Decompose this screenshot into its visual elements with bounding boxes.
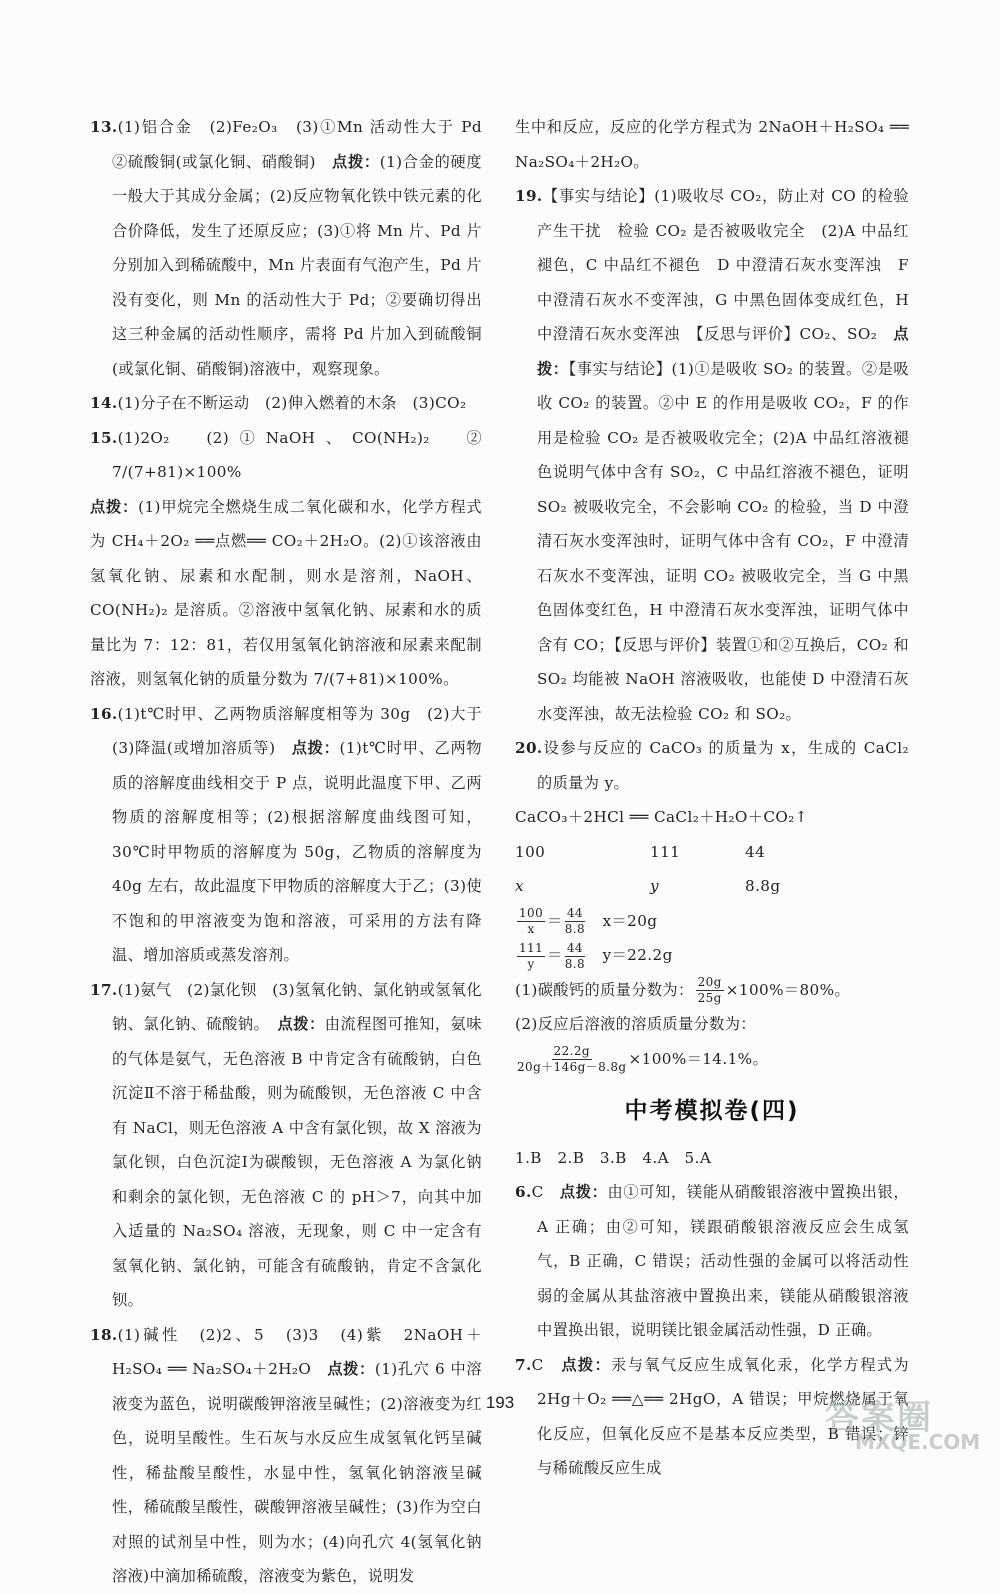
hint-label: 点拨：	[327, 1360, 375, 1378]
answer-item	[90, 973, 482, 1318]
answer-text: 1.B 2.B 3.B 4.A 5.A	[515, 1148, 712, 1167]
question-number: 7.	[515, 1355, 532, 1374]
left-column	[90, 110, 498, 1594]
co2-mass: 8.8g	[745, 877, 781, 895]
answer-item	[90, 421, 482, 490]
answer-item	[90, 697, 498, 973]
frac-den: 8.8	[564, 956, 585, 971]
answer-item	[515, 1175, 909, 1348]
calculation-block	[515, 800, 909, 1076]
answer-text: C	[531, 1355, 562, 1374]
frac-den: y	[527, 956, 535, 971]
question-number: 14.	[90, 394, 118, 412]
hint-label: 点拨：	[537, 325, 909, 378]
hint-label: 点拨：	[277, 1015, 325, 1033]
section-title: 中考模拟卷(四)	[624, 1098, 800, 1124]
var-x: x	[515, 877, 524, 895]
answer-item	[90, 110, 498, 386]
hint-text: (1)t℃时甲、乙两物质的溶解度曲线相交于 P 点，说明此温度下甲、乙两物质的溶解度相等；(2)根据溶解度曲线图可知，30℃时甲物质的溶解度为 50g，乙物质的溶解度为 40g 左右，故此温度下甲物质的溶解度大于乙；(3)使不饱和的甲溶液变为饱和溶液，可采用的方法有降温、增加溶质或蒸发溶剂。	[112, 739, 482, 964]
hint-label: 点拨：	[90, 497, 139, 516]
watermark-text: 答案圈	[825, 1398, 933, 1438]
answer-text: 设参与反应的 CaCO₃ 的质量为 x，生成的 CaCl₂ 的质量为 y。	[537, 739, 909, 792]
answer-item	[90, 490, 482, 697]
frac-num: 111	[519, 940, 544, 955]
answer-2-label: (2)反应后溶液的溶质质量分数为：	[515, 1015, 756, 1033]
answer-item	[515, 1141, 909, 1176]
frac-den: 8.8	[564, 922, 585, 936]
mass-cacl2: 111	[650, 842, 681, 861]
hint-text: 【事实与结论】(1)①是吸收 SO₂ 的装置。②是吸收 CO₂ 的装置。②中 E 的作用是吸收 CO₂，F 的作用是检验 CO₂ 是否被吸收完全；(2)A 中品红溶液褪色说明气体中含有 SO₂，C 中品红溶液不褪色，证明 SO₂ 被吸收完全，不会影响 CO₂ 的检验，当 D 中澄清石灰水变浑浊时，证明气体中含有 CO₂，F 中澄清石灰水不变浑浊，证明 CO₂ 被吸收完全，当 G 中黑色固体变红色，H 中澄清石灰水变浑浊，证明气体中含有 CO；【反思与评价】装置①和②互换后，CO₂ 和 SO₂ 均能被 NaOH 溶液吸收，也能使 D 中澄清石灰水变浑浊，故无法检验 CO₂ 和 SO₂。	[537, 359, 909, 723]
answer-1	[515, 973, 909, 1008]
frac-den: 20g＋146g－8.8g	[517, 1060, 627, 1074]
frac-den: 25g	[697, 991, 722, 1005]
answer-text: (1)2O₂ (2)①NaOH、CO(NH₂)₂ ② 7/(7+81)×100%	[112, 428, 482, 481]
answer-item	[90, 386, 482, 421]
result-y: y＝22.2g	[602, 946, 673, 964]
frac-num: 100	[519, 906, 544, 920]
answer-text: (1)t℃时甲、乙两物质溶解度相等为 30g (2)大于 (3)降温(或增加溶质等)	[112, 704, 498, 757]
hint-label: 点拨：	[559, 1183, 608, 1201]
frac-num: 22.2g	[553, 1044, 590, 1058]
mass-row-1	[515, 835, 909, 870]
frac-num: 44	[566, 940, 583, 955]
hint-text: 汞与氧气反应生成氧化汞，化学方程式为 2Hg＋O₂ ══△══ 2HgO，A 错误；甲烷燃烧属于氧化反应，但氧化反应不是基本反应类型，B 错误；锌与稀硫酸反应生成	[537, 1355, 910, 1477]
answer-item	[90, 1318, 482, 1594]
page-number: 193	[485, 1393, 515, 1412]
hint-text: (1)合金的硬度一般大于其成分金属；(2)反应物氧化铁中铁元素的化合价降低，发生了还原反应；(3)①将 Mn 片、Pd 片分别加入到稀硫酸中，Mn 片表面有气泡产生，Pd 片没有变化，则 Mn 的活动性大于 Pd；②要确切得出这三种金属的活动性顺序，需将 Pd 片加入到硫酸铜(或氯化铜、硝酸铜)溶液中，观察现象。	[112, 152, 482, 378]
ratio-x: $\frac{100}{x}$ ＝ $\frac{44}{8.8}$ x＝20g	[519, 906, 658, 936]
hint-label: 点拨：	[561, 1355, 612, 1374]
right-column	[515, 110, 909, 1486]
var-y: y	[650, 877, 659, 895]
question-number: 19.	[515, 187, 543, 205]
answer-item	[515, 110, 909, 179]
answer-1-text: (1)碳酸钙的质量分数为：	[515, 980, 694, 999]
question-number: 16.	[90, 704, 118, 723]
question-number: 20.	[515, 739, 543, 757]
watermark-url: MXQE.COM	[855, 1430, 981, 1454]
answer-1-result: ×100%＝80%。	[725, 980, 851, 999]
mass-caco3: 100	[515, 842, 546, 861]
answer-text: (1)氨气 (2)氯化钡 (3)氢氧化钠、氯化钠或氢氧化钠、氯化钠、硫酸钠。	[112, 980, 482, 1033]
answer-2-result: ×100%＝14.1%。	[628, 1049, 769, 1068]
answer-text: (1)碱性 (2)2、5 (3)3 (4)紫 2NaOH＋H₂SO₄ ══ Na₂SO₄＋2H₂O	[112, 1325, 482, 1378]
chemical-equation: CaCO₃＋2HCl ══ CaCl₂＋H₂O＋CO₂↑	[515, 808, 808, 826]
question-number: 17.	[90, 980, 118, 999]
hint-text: (1)甲烷完全燃烧生成二氧化碳和水，化学方程式为 CH₄＋2O₂ ══点燃══ CO₂＋2H₂O。(2)①该溶液由氢氧化钠、尿素和水配制，则水是溶剂，NaOH、CO(NH₂)₂ 是溶质。②溶液中氢氧化钠、尿素和水的质量比为 7：12：81，若仅用氢氧化钠溶液和尿素来配制溶液，则氢氧化钠的质量分数为 7/(7+81)×100%。	[90, 497, 482, 688]
frac-den: x	[527, 922, 535, 936]
ratio-y: $\frac{111}{y}$ ＝ $\frac{44}{8.8}$ y＝22.2g	[519, 940, 673, 971]
hint-text: 由①可知，镁能从硝酸银溶液中置换出银，A 正确；由②可知，镁跟硝酸银溶液反应会生成氢气，B 正确，C 错误；活动性强的金属可以将活动性弱的金属从其盐溶液中置换出来，镁能从硝酸银溶液中置换出银，说明镁比银金属活动性强，D 正确。	[537, 1183, 909, 1339]
right-top-answers	[515, 110, 909, 800]
answer-item	[515, 731, 909, 800]
frac-num: 20g	[697, 975, 722, 989]
question-number: 6.	[515, 1183, 532, 1201]
answer-text: C	[531, 1183, 560, 1201]
hint-label: 点拨：	[291, 739, 340, 757]
mass-co2: 44	[745, 842, 766, 861]
frac-num: 44	[566, 906, 583, 920]
hint-text: (1)孔穴 6 中溶液变为蓝色，说明碳酸钾溶液呈碱性；(2)溶液变为红色，说明呈酸性。生石灰与水反应生成氢氧化钙呈碱性，稀盐酸呈酸性，水显中性，氢氧化钠溶液呈碱性，稀硫酸呈酸性，碳酸钾溶液呈碱性；(3)作为空白对照的试剂呈中性，则为水；(4)向孔穴 4(氢氧化钠溶液)中滴加稀硫酸，溶液变为紫色，说明发	[112, 1360, 482, 1585]
answer-text: 生中和反应，反应的化学方程式为 2NaOH＋H₂SO₄ ══ Na₂SO₄＋2H₂O。	[515, 118, 909, 171]
answer-text: (1)分子在不断运动 (2)伸入燃着的木条 (3)CO₂	[117, 394, 467, 412]
hint-label: 点拨：	[332, 152, 380, 171]
question-number: 18.	[90, 1325, 118, 1344]
question-number: 15.	[90, 428, 118, 447]
mass-row-2	[515, 869, 909, 904]
answer-text: (1)铝合金 (2)Fe₂O₃ (3)①Mn 活动性大于 Pd ②硫酸铜(或氯化铜、硝酸铜)	[112, 118, 498, 171]
hint-text: 由流程图可推知，氨味的气体是氨气，无色溶液 B 中肯定含有硫酸钠，白色沉淀Ⅱ不溶于稀盐酸，则为硫酸钡，无色溶液 C 中含有 NaCl，则无色溶液 A 中含有氯化钡，故 X 溶液为氯化钡，白色沉淀Ⅰ为碳酸钡，无色溶液 A 为氯化钠和剩余的氯化钡，无色溶液 C 的 pH＞7，向其中加入适量的 Na₂SO₄ 溶液，无现象，则 C 中一定含有氢氧化钠、氯化钠，可能含有硫酸钠，肯定不含氯化钡。	[112, 1015, 482, 1309]
watermark-logo	[825, 1390, 995, 1460]
answer-2	[515, 1042, 909, 1077]
result-x: x＝20g	[602, 911, 658, 930]
answer-item	[515, 179, 909, 731]
answer-text: 【事实与结论】(1)吸收尽 CO₂，防止对 CO 的检验产生干扰 检验 CO₂ 是否被吸收完全 (2)A 中品红褪色，C 中品红不褪色 D 中澄清石灰水变浑浊 F 中澄清石灰水不变浑浊，G 中黑色固体变成红色，H 中澄清石灰水变浑浊 【反思与评价】CO₂、SO₂	[537, 187, 909, 343]
question-number: 13.	[90, 118, 118, 136]
